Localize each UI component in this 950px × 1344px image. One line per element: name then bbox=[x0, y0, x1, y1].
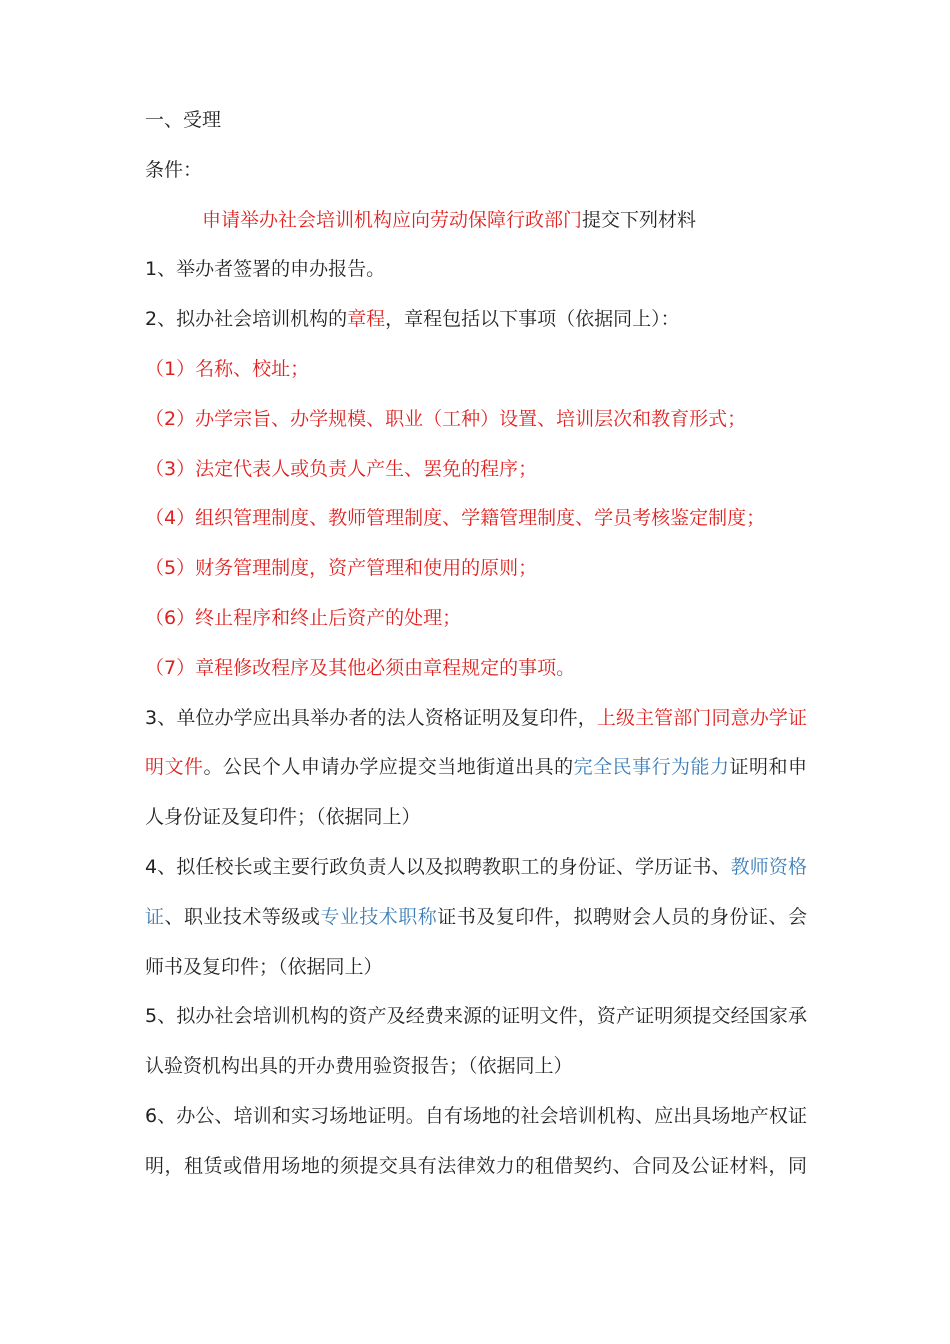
intro-highlight: 申请举办社会培训机构应向劳动保障行政部门 bbox=[202, 208, 583, 231]
item-2 bbox=[145, 295, 807, 345]
sub-item-1: （1）名称、校址； bbox=[145, 357, 310, 380]
item-6-line-1: 6、办公、培训和实习场地证明。自有场地的社会培训机构、应出具场地产权证 bbox=[145, 1104, 807, 1127]
item-3-line-1 bbox=[145, 694, 807, 744]
item-3-highlight-cont: 明文件 bbox=[145, 756, 204, 779]
item-4-line-3: 师书及复印件；（依据同上） bbox=[145, 955, 383, 978]
item-5-line-2: 认验资机构出具的开办费用验资报告；（依据同上） bbox=[145, 1055, 573, 1078]
item-3-highlight: 上级主管部门同意办学证 bbox=[596, 706, 807, 729]
item-3-text: 3、单位办学应出具举办者的法人资格证明及复印件， bbox=[145, 706, 597, 729]
item-2-highlight: 章程 bbox=[347, 308, 386, 331]
document-body bbox=[145, 96, 807, 1192]
intro-text: 提交下列材料 bbox=[582, 208, 697, 231]
section-heading: 一、受理 bbox=[145, 109, 222, 131]
sub-item-5: （5）财务管理制度，资产管理和使用的原则； bbox=[145, 557, 538, 580]
sub-item-4: （4）组织管理制度、教师管理制度、学籍管理制度、学员考核鉴定制度； bbox=[145, 507, 766, 530]
sub-item-7: （7）章程修改程序及其他必须由章程规定的事项。 bbox=[145, 656, 576, 679]
item-3-line-3: 人身份证及复印件；（依据同上） bbox=[145, 806, 421, 829]
item-2-text: 2、拟办社会培训机构的 bbox=[145, 308, 348, 331]
item-1: 1、举办者签署的申办报告。 bbox=[145, 258, 386, 281]
sub-item-3: （3）法定代表人或负责人产生、罢免的程序； bbox=[145, 457, 538, 480]
conditions-label: 条件： bbox=[145, 158, 203, 181]
item-4-line-2 bbox=[145, 893, 807, 943]
item-3-line-2 bbox=[145, 743, 807, 793]
sub-item-6: （6）终止程序和终止后资产的处理； bbox=[145, 606, 462, 629]
item-3-link-term: 完全民事行为能力 bbox=[573, 756, 730, 779]
item-2-text-end: ，章程包括以下事项（依据同上）： bbox=[385, 308, 680, 331]
item-4-link-term-cont: 证 bbox=[145, 905, 165, 928]
item-4-link-term: 教师资格 bbox=[730, 855, 807, 878]
item-6-line-2: 明，租赁或借用场地的须提交具有法律效力的租借契约、合同及公证材料，同 bbox=[145, 1154, 807, 1177]
item-4-text-3: 证书及复印件，拟聘财会人员的身份证、会 bbox=[437, 905, 807, 928]
item-4-text-2: 、职业技术等级或 bbox=[164, 905, 321, 928]
sub-item-2: （2）办学宗旨、办学规模、职业（工种）设置、培训层次和教育形式； bbox=[145, 407, 747, 430]
item-4-line-1 bbox=[145, 843, 807, 893]
item-3-text-2: 。公民个人申请办学应提交当地街道出具的 bbox=[203, 756, 574, 779]
item-4-text: 4、拟任校长或主要行政负责人以及拟聘教职工的身份证、学历证书、 bbox=[145, 855, 731, 878]
intro-paragraph bbox=[145, 196, 807, 246]
item-5-line-1: 5、拟办社会培训机构的资产及经费来源的证明文件，资产证明须提交经国家承 bbox=[145, 1005, 807, 1028]
item-3-text-3: 证明和申 bbox=[729, 756, 807, 779]
item-4-link-term-2: 专业技术职称 bbox=[320, 905, 438, 928]
